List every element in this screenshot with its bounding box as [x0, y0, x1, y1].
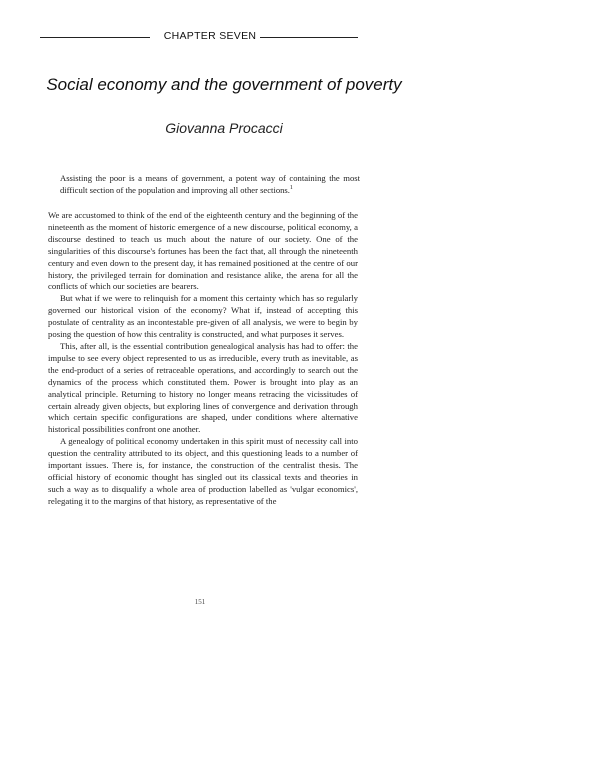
article-author: Giovanna Procacci	[165, 120, 283, 136]
epigraph-note-marker: 1	[289, 185, 293, 191]
page-number: 151	[194, 598, 206, 606]
article-title: Social economy and the government of poverty	[46, 75, 402, 94]
body-paragraph: We are accustomed to think of the end of the eighteenth century and the beginning of the nineteenth as the moment of historic emergence of a new discourse, political economy, a discourse destined to teach us much about the nature of our society. One of the singularities of this discourse's fortunes has been the fact that, all through the nineteenth century and even down to the present day, it has remained positioned at the centre of our history, the privileged terrain for domination and resistance alike, the arena for all the conflicts of which our societies are bearers.	[48, 210, 358, 292]
body-paragraph: But what if we were to relinquish for a moment this certainty which has so regularly governed our historical vision of the economy? What if, instead of accepting this postulate of centrality as an incontestable pre-given of all analysis, we were to begin by posing the question of how this centrality is constructed, and what purposes it serves.	[48, 293, 358, 340]
epigraph-text: Assisting the poor is a means of government, a potent way of containing the most difficult section of the population and improving all other sections.	[60, 173, 360, 195]
body-text	[48, 210, 358, 508]
chapter-rule-right	[260, 37, 358, 38]
chapter-heading: CHAPTER SEVEN	[163, 30, 257, 42]
body-paragraph: This, after all, is the essential contribution genealogical analysis has had to offer: the impulse to see every object represented to us as irreducible, every truth as inevitable, as the end-product of a series of retraceable operations, and accordingly to search out the dynamics of the process which constituted them. Power is brought into play as an analytical principle. Returning to history no longer means retracing the vicissitudes of certain already given objects, but exploring lines of convergence and derivation through which certain specific configurations are shaped, under conditions where alternative historical possibilities confront one another.	[48, 340, 358, 435]
body-paragraph: A genealogy of political economy undertaken in this spirit must of necessity call into question the centrality attributed to its object, and this questioning leads to a number of important issues. There is, for instance, the construction of the centralist thesis. The official history of economic thought has singled out its classical texts and theories in such a way as to disqualify a whole area of production labelled as 'vulgar economics', relegating it to the margins of that history, as representative of the	[48, 436, 358, 506]
epigraph	[60, 173, 360, 195]
chapter-rule-left	[40, 37, 150, 38]
